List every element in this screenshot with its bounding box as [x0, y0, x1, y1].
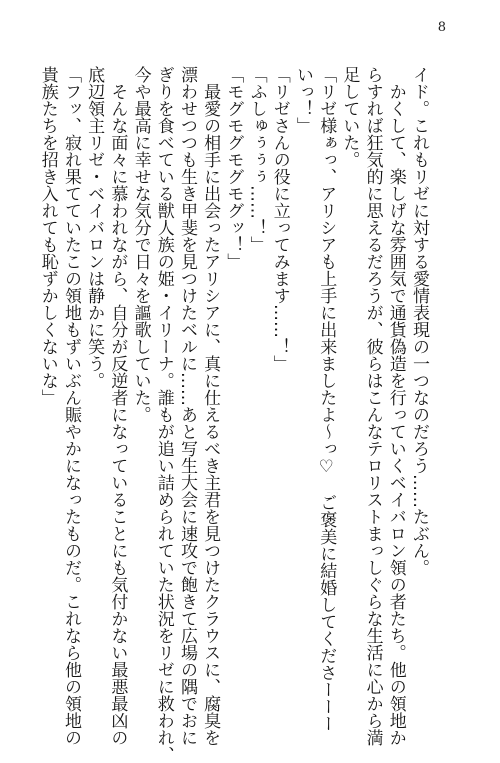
- text-column: 今や最高に幸せな気分で日々を謳歌していた。: [130, 66, 151, 423]
- text-column: らすれば狂気的に思えるだろうが、彼らはこんなテロリストまっしぐらな生活に心から満: [362, 66, 383, 746]
- vertical-body-text: [36, 66, 430, 763]
- text-column: ぎりを食べている獣人族の姫・イリーナ。誰もが追い詰められていた状況をリゼに救われ、: [153, 66, 174, 763]
- text-column: いっ！」: [292, 66, 313, 134]
- text-column: 足していた。: [339, 66, 360, 168]
- page-number: 8: [437, 20, 446, 35]
- text-column: イド。これもリゼに対する愛情表現の一つなのだろう……たぶん。: [409, 66, 429, 576]
- text-column: 漂わせつつも生き甲斐を見つけたベルに……あと写生大会に速攻で飽きて広場の隅でおに: [176, 66, 197, 746]
- text-column: 「リゼ様ぁっ、アリシアも上手に出来ましたよ～っ♡ ご褒美に結婚してくださーーー: [316, 66, 337, 732]
- text-column: 底辺領主リゼ・ベイバロンは静かに笑う。: [84, 66, 105, 389]
- text-column: 「ふしゅぅぅぅ……！」: [246, 66, 267, 253]
- text-column: 「リゼさんの役に立ってみます……！」: [269, 66, 290, 372]
- text-column: 「フッ、寂れ果てていたこの領地もずいぶん賑やかになったものだ。これなら他の領地の: [60, 66, 81, 746]
- text-column: かくして、楽しげな雰囲気で通貨偽造を行っていくベイバロン領の者たち。他の領地か: [385, 66, 406, 746]
- text-column: 貴族たちを招き入れても恥ずかしくないな」: [37, 66, 58, 406]
- text-column: 「モグモグモグモグッ！」: [223, 66, 244, 270]
- text-column: そんな面々に慕われながら、自分が反逆者になっていることにも気付かない最悪最凶の: [107, 66, 128, 746]
- text-column: 最愛の相手に出会ったアリシアに、真に仕えるべき主君を見つけたクラウスに、腐臭を: [200, 66, 221, 746]
